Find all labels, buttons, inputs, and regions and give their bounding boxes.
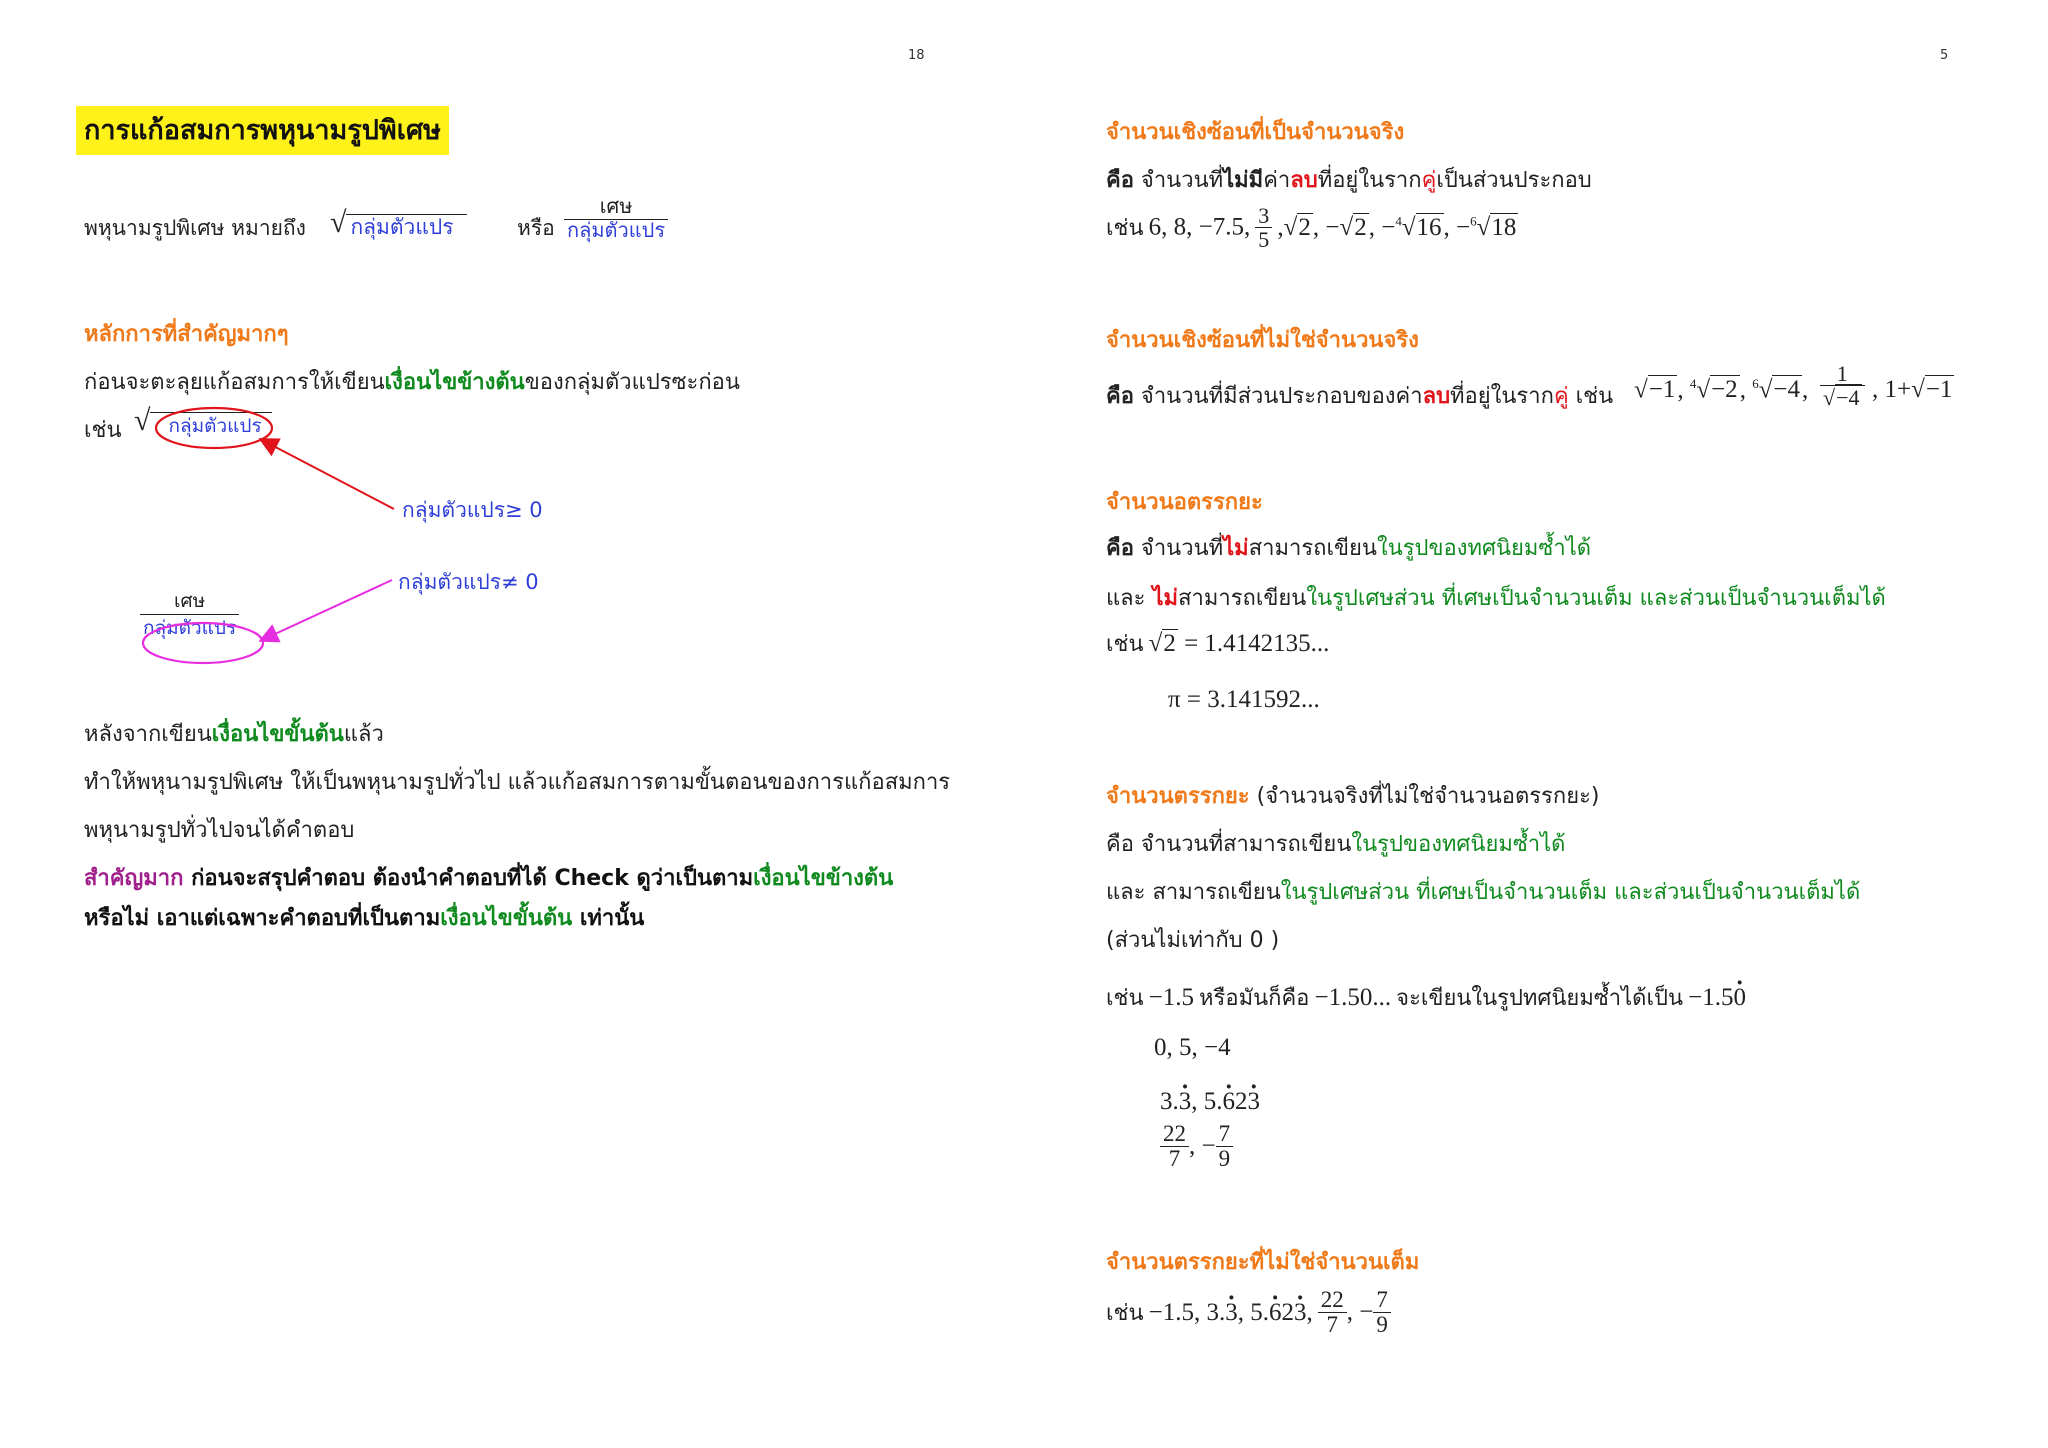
section-heading: จำนวนเชิงซ้อนที่ไม่ใช่จำนวนจริง: [1106, 328, 1419, 353]
highlight-text: ลบ: [1290, 168, 1318, 193]
highlight-text: คู่: [1421, 168, 1437, 193]
math-expression: √2 = 1.4142135...: [1148, 630, 1330, 657]
example-prefix: เช่น: [1106, 986, 1144, 1011]
section-heading: จำนวนตรรกยะ: [1106, 784, 1250, 809]
math-text: −1.5: [1148, 984, 1194, 1011]
after-text: [84, 716, 384, 751]
fraction-denominator: กลุ่มตัวแปร: [143, 616, 237, 639]
math-expression: −1.5, 3.· 3, 5.· 62· 3,: [1149, 1299, 1313, 1326]
text-part: ที่อยู่ในราก: [1317, 168, 1422, 193]
example-prefix: เช่น: [84, 418, 122, 443]
text-part: (จำนวนจริงที่ไม่ใช่จำนวนอตรรกยะ): [1249, 784, 1600, 809]
page-number: 18: [908, 48, 925, 63]
important-note: [84, 860, 893, 895]
fraction-denominator: กลุ่มตัวแปร: [567, 218, 666, 242]
example-prefix: เช่น: [1106, 216, 1144, 242]
math-text: −1.50...: [1314, 984, 1392, 1011]
text-part: จำนวนที่: [1133, 168, 1224, 193]
arrow-red: [262, 440, 394, 509]
fraction-numerator: เศษ: [564, 196, 668, 220]
definition-text: [1106, 580, 1886, 615]
highlight-ellipse-magenta: [143, 623, 263, 663]
example-prefix: เช่น: [1106, 1301, 1144, 1327]
fraction-denominator: 5: [1258, 227, 1270, 253]
section-heading: จำนวนตรรกยะที่ไม่ใช่จำนวนเต็ม: [1106, 1250, 1420, 1275]
highlight-text: ไม่: [1152, 586, 1179, 611]
definition-text: [1106, 826, 1565, 861]
fraction-numerator: 3: [1255, 204, 1272, 228]
example-line: [1106, 204, 1518, 251]
highlight-text: ในรูปเศษส่วน ที่เศษเป็นจำนวนเต็ม และส่วนเป็นจำนวนเต็มได้: [1280, 880, 1861, 905]
definition-text: [1106, 874, 1860, 909]
condition-ne-label: กลุ่มตัวแปร≠ 0: [398, 570, 539, 594]
fraction: $\frac{7}{9}$: [1373, 1288, 1391, 1337]
math-text: = 1.4142135...: [1184, 630, 1330, 657]
text-part: จำนวนที่มีส่วนประกอบของค่า: [1133, 384, 1423, 409]
text-part: สามารถเขียน: [1248, 536, 1377, 561]
math-text: −1.5: [1688, 984, 1734, 1011]
condition-ge-label: กลุ่มตัวแปร≥ 0: [402, 498, 543, 522]
text-part: ที่อยู่ในราก: [1450, 384, 1554, 409]
important-label: สำคัญมาก: [84, 866, 184, 891]
section-heading: จำนวนเชิงซ้อนที่เป็นจำนวนจริง: [1106, 120, 1405, 145]
page-number: 5: [1940, 48, 1949, 63]
arrow-magenta: [262, 580, 392, 640]
important-note-cont: [84, 900, 644, 935]
highlight-text: เงื่อนไขข้างต้น: [753, 866, 894, 891]
body-text-line: ทำให้พหุนามรูปพิเศษ ให้เป็นพหุนามรูปทั่วไป แล้วแก้อสมการตามขั้นตอนของการแก้อสมการ: [84, 770, 951, 795]
text-part: เท่านั้น: [572, 906, 645, 931]
highlight-text: ลบ: [1422, 384, 1451, 409]
text-part: เป็นส่วนประกอบ: [1436, 168, 1592, 193]
highlight-text: เงื่อนไขขั้นต้น: [211, 722, 344, 747]
example-line: [1106, 1288, 1391, 1337]
definition-text: พหุนามรูปพิเศษ หมายถึง: [84, 216, 306, 240]
repeating-digit: · 0: [1733, 984, 1746, 1012]
highlight-text: เงื่อนไขขั้นต้น: [440, 906, 573, 931]
math-expression: 3.· 3, 5.· 62· 3: [1160, 1088, 1260, 1116]
highlight-text: คู่: [1553, 384, 1569, 409]
body-text-line: พหุนามรูปทั่วไปจนได้คำตอบ: [84, 818, 355, 843]
definition-text: [1106, 162, 1592, 197]
text-part: และ: [1106, 586, 1153, 611]
text-part: หลังจากเขียน: [84, 722, 212, 747]
math-expression: 0, 5, −4: [1154, 1034, 1231, 1061]
text-part: คือ: [1106, 384, 1134, 409]
text-part: คือ จำนวนที่สามารถเขียน: [1106, 832, 1352, 857]
fraction: [1255, 204, 1272, 251]
example-line: [1106, 980, 1746, 1015]
var-group-label: กลุ่มตัวแปร: [346, 214, 467, 239]
highlight-text: ในรูปเศษส่วน ที่เศษเป็นจำนวนเต็ม และส่วนเป็นจำนวนเต็มได้: [1306, 586, 1886, 611]
text-part: จำนวนที่: [1133, 536, 1224, 561]
section-heading-line: [1106, 778, 1600, 813]
or-label: หรือ: [517, 216, 555, 240]
text-part: คือ: [1106, 168, 1134, 193]
highlight-text: เงื่อนไขข้างต้น: [384, 370, 525, 395]
var-group-label: กลุ่มตัวแปร: [150, 412, 271, 437]
text-part: ของกลุ่มตัวแปรซะก่อน: [524, 370, 740, 395]
math-expression: $\frac{22}{7}$ , − $\frac{7}{9}$: [1160, 1122, 1233, 1171]
fraction: $\frac{22}{7}$: [1318, 1288, 1347, 1337]
section-heading: จำนวนอตรรกยะ: [1106, 490, 1263, 515]
text-part: ไม่มี: [1223, 168, 1264, 193]
math-expression: √−1, $^4$√−2, $^6$√−4,: [1634, 376, 1809, 404]
text-part: ก่อนจะตะลุยแก้อสมการให้เขียน: [84, 370, 385, 395]
sqrt-sign: √: [134, 404, 151, 437]
text-part: แล้ว: [343, 722, 384, 747]
text-part: เช่น: [1568, 384, 1614, 409]
math-expression: , 1+√−1: [1872, 376, 1953, 403]
fraction: $\frac{1}{√-4}$: [1820, 362, 1865, 409]
definition-text: [1106, 530, 1591, 565]
text-part: ค่า: [1263, 168, 1291, 193]
math-text: 6, 8, −7.5,: [1148, 213, 1251, 241]
text-part: ก่อนจะสรุปคำตอบ ต้องนำคำตอบที่ได้ Check ดูว่าเป็นตาม: [183, 866, 754, 891]
text-part: คือ: [1106, 536, 1134, 561]
text-part: และ สามารถเขียน: [1106, 880, 1281, 905]
fraction-numerator: เศษ: [140, 592, 239, 615]
text-part: จะเขียนในรูปทศนิยมซ้ำได้เป็น: [1396, 986, 1683, 1011]
page-title: การแก้อสมการพหุนามรูปพิเศษ: [76, 106, 449, 155]
highlight-text: ไม่: [1223, 536, 1249, 561]
section-heading: หลักการที่สำคัญมากๆ: [84, 322, 289, 347]
definition-text: [1106, 378, 1613, 413]
math-expression: π = 3.141592...: [1168, 686, 1320, 713]
example-prefix: เช่น: [1106, 632, 1144, 657]
text-part: สามารถเขียน: [1178, 586, 1307, 611]
math-expression: [1688, 984, 1746, 1011]
highlight-text: ในรูปของทศนิยมซ้ำได้: [1351, 832, 1566, 857]
note-text: (ส่วนไม่เท่ากับ 0 ): [1106, 928, 1280, 953]
highlight-ellipse-red: [156, 408, 272, 448]
text-part: หรือมันก็คือ: [1199, 986, 1310, 1011]
math-text: , −: [1346, 1298, 1374, 1326]
highlight-text: ในรูปของทศนิยมซ้ำได้: [1376, 536, 1592, 561]
sqrt-sign: √: [330, 206, 347, 239]
example-line: [1106, 626, 1329, 661]
text-part: หรือไม่ เอาแต่เฉพาะคำตอบที่เป็นตาม: [84, 906, 441, 931]
math-expression: ,√2, −√2, −$^4$√16, −$^6$√18: [1277, 213, 1517, 241]
